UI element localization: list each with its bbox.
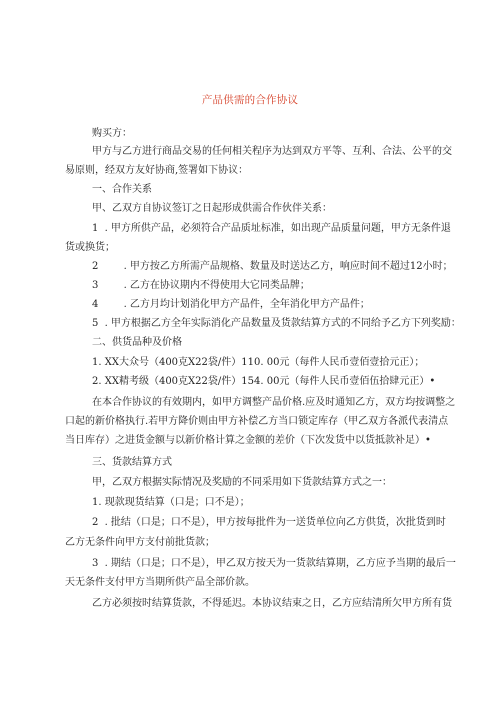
buyer-label: 购买方：	[92, 128, 132, 139]
payment-item-1: 1. 现款现货结算（口是；口不是）；	[92, 497, 250, 508]
payment-item-3-line-1	[92, 557, 456, 571]
clause-1-5	[92, 317, 461, 331]
price-item-2: 2. XX精考级（400克X22袋/件）154. 00元（每件人民币壹佰伍拾肆元正）•	[92, 376, 436, 387]
clause-number: 1	[92, 223, 99, 234]
price-paragraph-line-3: 当日库存）之进货金额与以新价格计算之金额的差价（下次发货中以货抵款补足）•	[65, 435, 431, 446]
clause-text: . 期结（口是；口不是），甲乙双方按天为一货款结算期，乙方应予当期的最后一	[104, 558, 456, 569]
section-3-lead: 甲，乙双方根据实际情况及奖励的不同采用如下货款结算方式之一：	[92, 477, 392, 488]
payment-item-3-line-2: 天无条件支付甲方当期所供产品全部价款。	[65, 577, 255, 588]
section-heading-2: 二、供货品种及价格	[92, 337, 182, 348]
payment-paragraph-line-1: 乙方必须按时结算货款，不得延迟。本协议结束之日，乙方应结清所欠甲方所有货	[92, 598, 452, 609]
clause-1-1-line-2: 货或换货；	[65, 242, 115, 253]
price-paragraph-line-2: 口起的新价格执行.若甲方降价则由甲方补偿乙方当口锁定库存（甲乙双方各派代表清点	[65, 416, 449, 427]
payment-item-2-line-1	[92, 516, 446, 530]
clause-1-3	[92, 279, 310, 293]
section-heading-1: 一、合作关系	[92, 184, 152, 195]
clause-text: . 批结（口是；口不是），甲方按每批件为一送货单位向乙方供货，次批货到时	[104, 517, 446, 528]
payment-item-2-line-2: 乙方无条件向甲方支付前批货款；	[65, 537, 215, 548]
intro-line-1: 甲方与乙方进行商品交易的任何相关程序为达到双方平等、互利、合法、公平的交	[92, 146, 452, 157]
clause-1-2	[92, 260, 453, 274]
clause-text: . 甲方所供产品，必须符合产品质址标准，如出现产品质量问题，甲方无条件退	[104, 223, 451, 234]
document-title: 产品供需的合作协议	[201, 94, 299, 106]
clause-text: . 乙方在协议期内不得使用大它同类品牌；	[123, 280, 310, 291]
clause-number: 4	[92, 299, 99, 310]
clause-number: 2	[92, 261, 99, 272]
clause-number: 3	[92, 558, 99, 569]
intro-line-2: 易原则，经双方友好协商,签署如下协议：	[65, 165, 249, 176]
price-paragraph-line-1: 在本合作协议的有效期内，如甲方调整产品价格.应及时通知乙方，双方均按调整之	[92, 397, 456, 408]
clause-number: 3	[92, 280, 99, 291]
clause-text: . 乙方月均计划消化甲方产品件，全年消化甲方产品件；	[123, 299, 370, 310]
clause-text: . 甲方根据乙方全年实际消化产品数量及货款结算方式的不同给予乙方下列奖励：	[104, 318, 461, 329]
clause-number: 2	[92, 517, 99, 528]
clause-number: 5	[92, 318, 99, 329]
price-item-1: 1. XX大众号（400克X22袋/件）110. 00元（每件人民币壹佰壹拾元正）；	[92, 357, 425, 368]
section-1-lead: 甲、乙双方自协议签订之日起形成供需合作伙伴关系：	[92, 203, 332, 214]
section-heading-3: 三、货款结算方式	[92, 457, 172, 468]
clause-1-4	[92, 298, 370, 312]
clause-text: . 甲方按乙方所需产品规格、数量及时送达乙方，响应时间不超过12小时；	[123, 261, 453, 272]
clause-1-1-line-1	[92, 222, 451, 236]
